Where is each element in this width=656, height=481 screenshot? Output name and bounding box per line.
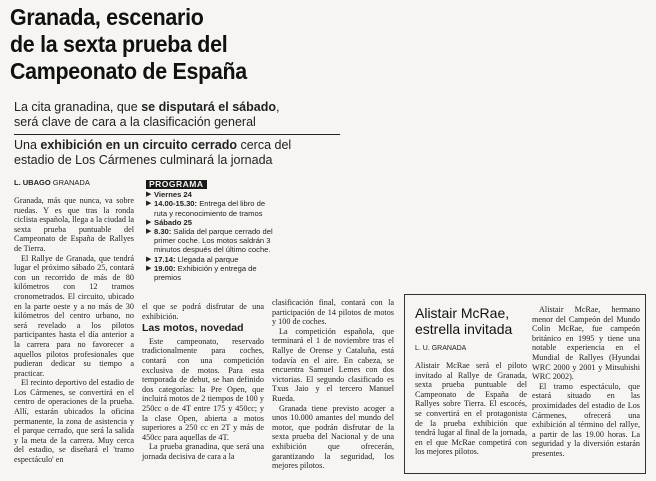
- program-day: [146, 190, 276, 199]
- byline-place: GRANADA: [52, 178, 90, 187]
- subhead-text: La cita granadina, que: [14, 100, 142, 114]
- paragraph: El recinto deportivo del estadio de Los Cármenes, se convertirá en el centro de operaciones de la prueba. Allí, estarán ubicados la oficina permanente, la zona de asistencia y el parque cerrado, que será la salida y la meta de la carrera. Muy cerca del estadio, se diseñará el 'tramo espectáculo' en: [14, 378, 134, 465]
- program-description: Salida del parque cerrado del primer coche. Los motos saldrán 3 minutos después del último coche.: [154, 227, 273, 255]
- headline-line-3: Campeonato de España: [10, 58, 247, 84]
- program-item: [146, 227, 276, 255]
- program-day: [146, 218, 276, 227]
- sidebar-box: [404, 294, 646, 474]
- byline: [14, 178, 90, 187]
- program-item: [146, 199, 276, 217]
- subhead-line-2: será clave de cara a la clasificación general: [14, 115, 256, 129]
- headline-line-1: Granada, escenario: [10, 4, 204, 30]
- program-box: [146, 180, 276, 282]
- sidebar-title: [415, 305, 535, 337]
- paragraph: Este campeonato, reservado tradicionalmente para coches, contará con una competición exclusiva de motos. Para esta temporada de debut, se han definido dos categorías: la Pre Open, que incluirá motos de 2 tiempos de 100 y 250cc o de 4T entre 175 y 450cc; y la clase Open, abierta a motos superiores a 250 cc en 2T y más de 450cc para aquellas de 4T.: [142, 336, 264, 442]
- paragraph: Granada, más que nunca, va sobre ruedas. Y es que tras la ronda ciclista española, llega a la ciudad la sexta prueba puntuable del Campeonato de España de Rallyes de Tierra.: [14, 196, 134, 253]
- deck: [14, 138, 334, 168]
- program-item-text: [154, 255, 276, 264]
- paragraph: Alistair McRae será el piloto invitado al Rallye de Granada, sexta prueba puntuable del Campeonato de España de Rallyes sobre Tierra. El escocés, se convertirá en el protagonista de la prueba exhibición que tendrá lugar al final de la jornada, en el que McRae competirá con los mejores pilotos.: [415, 361, 527, 457]
- program-item-text: [154, 227, 276, 255]
- article-column-1: [14, 196, 134, 465]
- section-heading: Las motos, novedad: [142, 322, 244, 335]
- program-description: Entrega del libro de ruta y reconocimiento de tramos: [154, 199, 266, 218]
- subhead-line-1: [14, 100, 314, 115]
- program-day-label: Viernes 24: [154, 190, 192, 200]
- program-time: 19.00:: [154, 263, 176, 273]
- triangle-bullet-icon: ▶: [146, 218, 152, 226]
- headline-line-2: de la sexta prueba del: [10, 31, 228, 57]
- program-time: 17.14:: [154, 254, 176, 264]
- sidebar-column-1: [415, 361, 527, 457]
- triangle-bullet-icon: ▶: [146, 200, 152, 208]
- deck-bold-text: exhibición en un circuito cerrado: [40, 138, 237, 152]
- sidebar-byline: L. U. GRANADA: [415, 345, 467, 352]
- program-time: 14.00-15.30:: [154, 199, 198, 209]
- deck-text-end: cerca del: [236, 138, 292, 152]
- sidebar-title-line-2: estrella invitada: [415, 321, 513, 337]
- subhead-bold-text: se disputará el sábado: [141, 100, 276, 114]
- paragraph: El tramo espectáculo, que estará situado en las proximidades del estadio de Los Cármenes, ofrecerá una exhibición al término del rallye, a partir de las 19.00 horas. La seguridad y la diversión estarán presentes.: [532, 381, 640, 458]
- paragraph: La prueba granadina, que será una jornada decisiva de cara a la: [142, 442, 264, 461]
- article-column-2: [142, 302, 264, 462]
- triangle-bullet-icon: ▶: [146, 228, 152, 236]
- paragraph: Alistair McRae, hermano menor del Campeón del Mundo Colin McRae, fue campeón británico en 1995 y tiene una notable experiencia en el Mundial de Rallyes (Hyundai WRC 2000 y 2001 y Mitsubishi WRC 2002).: [532, 305, 640, 382]
- byline-author: L. UBAGO: [14, 178, 51, 187]
- paragraph: el que se podrá disfrutar de una exhibición.: [142, 302, 264, 321]
- sidebar-column-2: [532, 305, 640, 459]
- paragraph: El Rallye de Granada, que tendrá lugar el próximo sábado 25, contará con un recorrido de más de 80 kilómetros con 12 tramos cronometrados. El circuito, ubicado en la parte oeste y a no más de 30 kilómetros del centro urbano, no será revelado a los pilotos participantes hasta el día anterior a la carrera para no favorecer a aquellos pilotos profesionales que pudieran dedicar su tiempo a practicar.: [14, 253, 134, 378]
- deck-top-rule: [14, 134, 340, 135]
- program-description: Llegada al parque: [175, 254, 239, 264]
- paragraph: Granada tiene previsto acoger a unos 10.000 amantes del mundo del motor, que podrán disfrutar de la sexta prueba del Nacional y de una exhibición que ofrecerán, garantizando la seguridad, los mejores pilotos.: [272, 403, 394, 471]
- triangle-bullet-icon: ▶: [146, 264, 152, 272]
- paragraph: La competición española, que terminará el 1 de noviembre tras el Rallye de Orense y Cataluña, está todavía en el aire. En cabeza, se encuentra Samuel Lemes con dos victorias. El segundo clasificado es Txus Jaio y el tercero Manuel Rueda.: [272, 326, 394, 403]
- triangle-bullet-icon: ▶: [146, 191, 152, 199]
- program-item-text: [154, 264, 276, 282]
- program-item: [146, 255, 276, 264]
- program-description: Exhibición y entrega de premios: [154, 263, 257, 283]
- triangle-bullet-icon: ▶: [146, 255, 152, 263]
- program-time: 8.30:: [154, 227, 172, 237]
- program-day-label: Sábado 25: [154, 217, 192, 227]
- paragraph: clasificación final, contará con la participación de 14 pilotos de motos y 100 de coches.: [272, 298, 394, 327]
- subheadline: [14, 100, 314, 130]
- article-column-3: [272, 298, 394, 471]
- program-item: [146, 264, 276, 282]
- deck-line-1: [14, 138, 334, 153]
- sidebar-title-line-1: Alistair McRae,: [415, 305, 510, 321]
- subhead-text-end: ,: [275, 100, 280, 114]
- deck-text: Una: [14, 138, 41, 152]
- deck-line-2: estadio de Los Cármenes culminará la jornada: [14, 153, 273, 167]
- program-title: PROGRAMA: [146, 180, 207, 189]
- headline: [10, 4, 289, 85]
- program-item-text: [154, 199, 276, 217]
